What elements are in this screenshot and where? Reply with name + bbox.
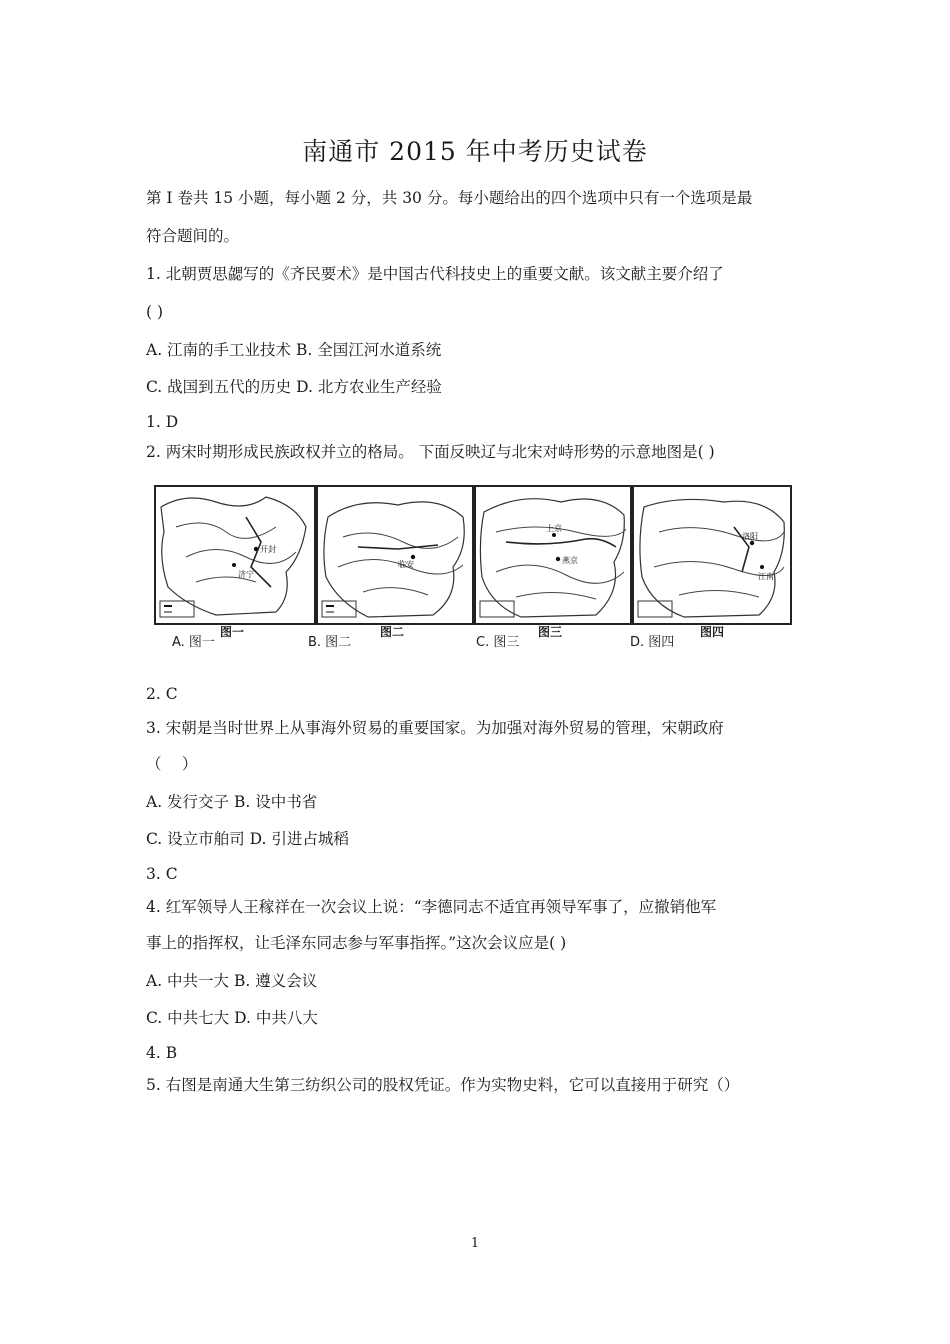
map-four — [632, 485, 792, 625]
q1-answer: 1. D — [146, 413, 179, 431]
q3-options-ab: A. 发行交子 B. 设中书省 — [146, 793, 318, 811]
page-number: 1 — [470, 1236, 480, 1251]
q4-options-cd: C. 中共七大 D. 中共八大 — [146, 1009, 318, 1027]
map-three-city-1: 上京 — [546, 524, 562, 533]
q2-map-figure — [150, 473, 790, 653]
q3-answer: 3. C — [146, 865, 178, 883]
map-option-b: B. 图二 — [308, 635, 352, 650]
map-two-caption: 图二 — [380, 625, 405, 639]
q3-options-cd: C. 设立市舶司 D. 引进占城稻 — [146, 830, 349, 848]
q1-options-ab: A. 江南的手工业技术 B. 全国江河水道系统 — [146, 341, 442, 359]
map-three-city-2: 燕京 — [562, 556, 578, 565]
map-two-city-1: 临安 — [398, 560, 414, 569]
map-one-drawing — [156, 487, 314, 623]
q1-options-cd: C. 战国到五代的历史 D. 北方农业生产经验 — [146, 378, 442, 396]
q4-options-ab: A. 中共一大 B. 遵义会议 — [146, 972, 318, 990]
q3-paren: （ ） — [146, 755, 198, 773]
map-four-city-1: 洛阳 — [742, 532, 758, 541]
q3-stem: 3. 宋朝是当时世界上从事海外贸易的重要国家。为加强对海外贸易的管理，宋朝政府 — [146, 719, 724, 737]
map-two — [316, 485, 474, 625]
q4-stem-line-2: 事上的指挥权，让毛泽东同志参与军事指挥。”这次会议应是( ) — [146, 934, 567, 952]
map-four-drawing — [634, 487, 790, 623]
map-option-d: D. 图四 — [630, 635, 675, 650]
map-four-caption: 图四 — [700, 625, 725, 639]
q5-stem: 5. 右图是南通大生第三纺织公司的股权凭证。作为实物史料，它可以直接用于研究（） — [146, 1076, 740, 1094]
intro-line-2: 符合题间的。 — [146, 227, 240, 245]
page-title: 南通市 2015 年中考历史试卷 — [302, 137, 648, 166]
map-one-city-2: 济宁 — [238, 570, 254, 579]
q2-answer: 2. C — [146, 685, 178, 703]
map-one — [154, 485, 316, 625]
q2-stem: 2. 两宋时期形成民族政权并立的格局。 下面反映辽与北宋对峙形势的示意地图是( ) — [146, 443, 715, 461]
map-option-a: A. 图一 — [172, 635, 215, 650]
map-option-c: C. 图三 — [476, 635, 520, 650]
map-four-city-2: 江南 — [758, 572, 774, 581]
q1-paren: ( ) — [146, 303, 164, 321]
map-two-drawing — [318, 487, 472, 623]
map-three-caption: 图三 — [538, 625, 563, 639]
q1-stem: 1. 北朝贾思勰写的《齐民要术》是中国古代科技史上的重要文献。该文献主要介绍了 — [146, 265, 724, 283]
map-three-drawing — [476, 487, 630, 623]
map-one-city-1: 开封 — [260, 545, 276, 554]
intro-line-1: 第 I 卷共 15 小题，每小题 2 分，共 30 分。每小题给出的四个选项中只有一个选项是最 — [146, 189, 753, 207]
q4-stem-line-1: 4. 红军领导人王稼祥在一次会议上说：“李德同志不适宜再领导军事了，应撤销他军 — [146, 898, 717, 916]
map-one-caption: 图一 — [220, 625, 245, 639]
q4-answer: 4. B — [146, 1044, 178, 1062]
map-three — [474, 485, 632, 625]
